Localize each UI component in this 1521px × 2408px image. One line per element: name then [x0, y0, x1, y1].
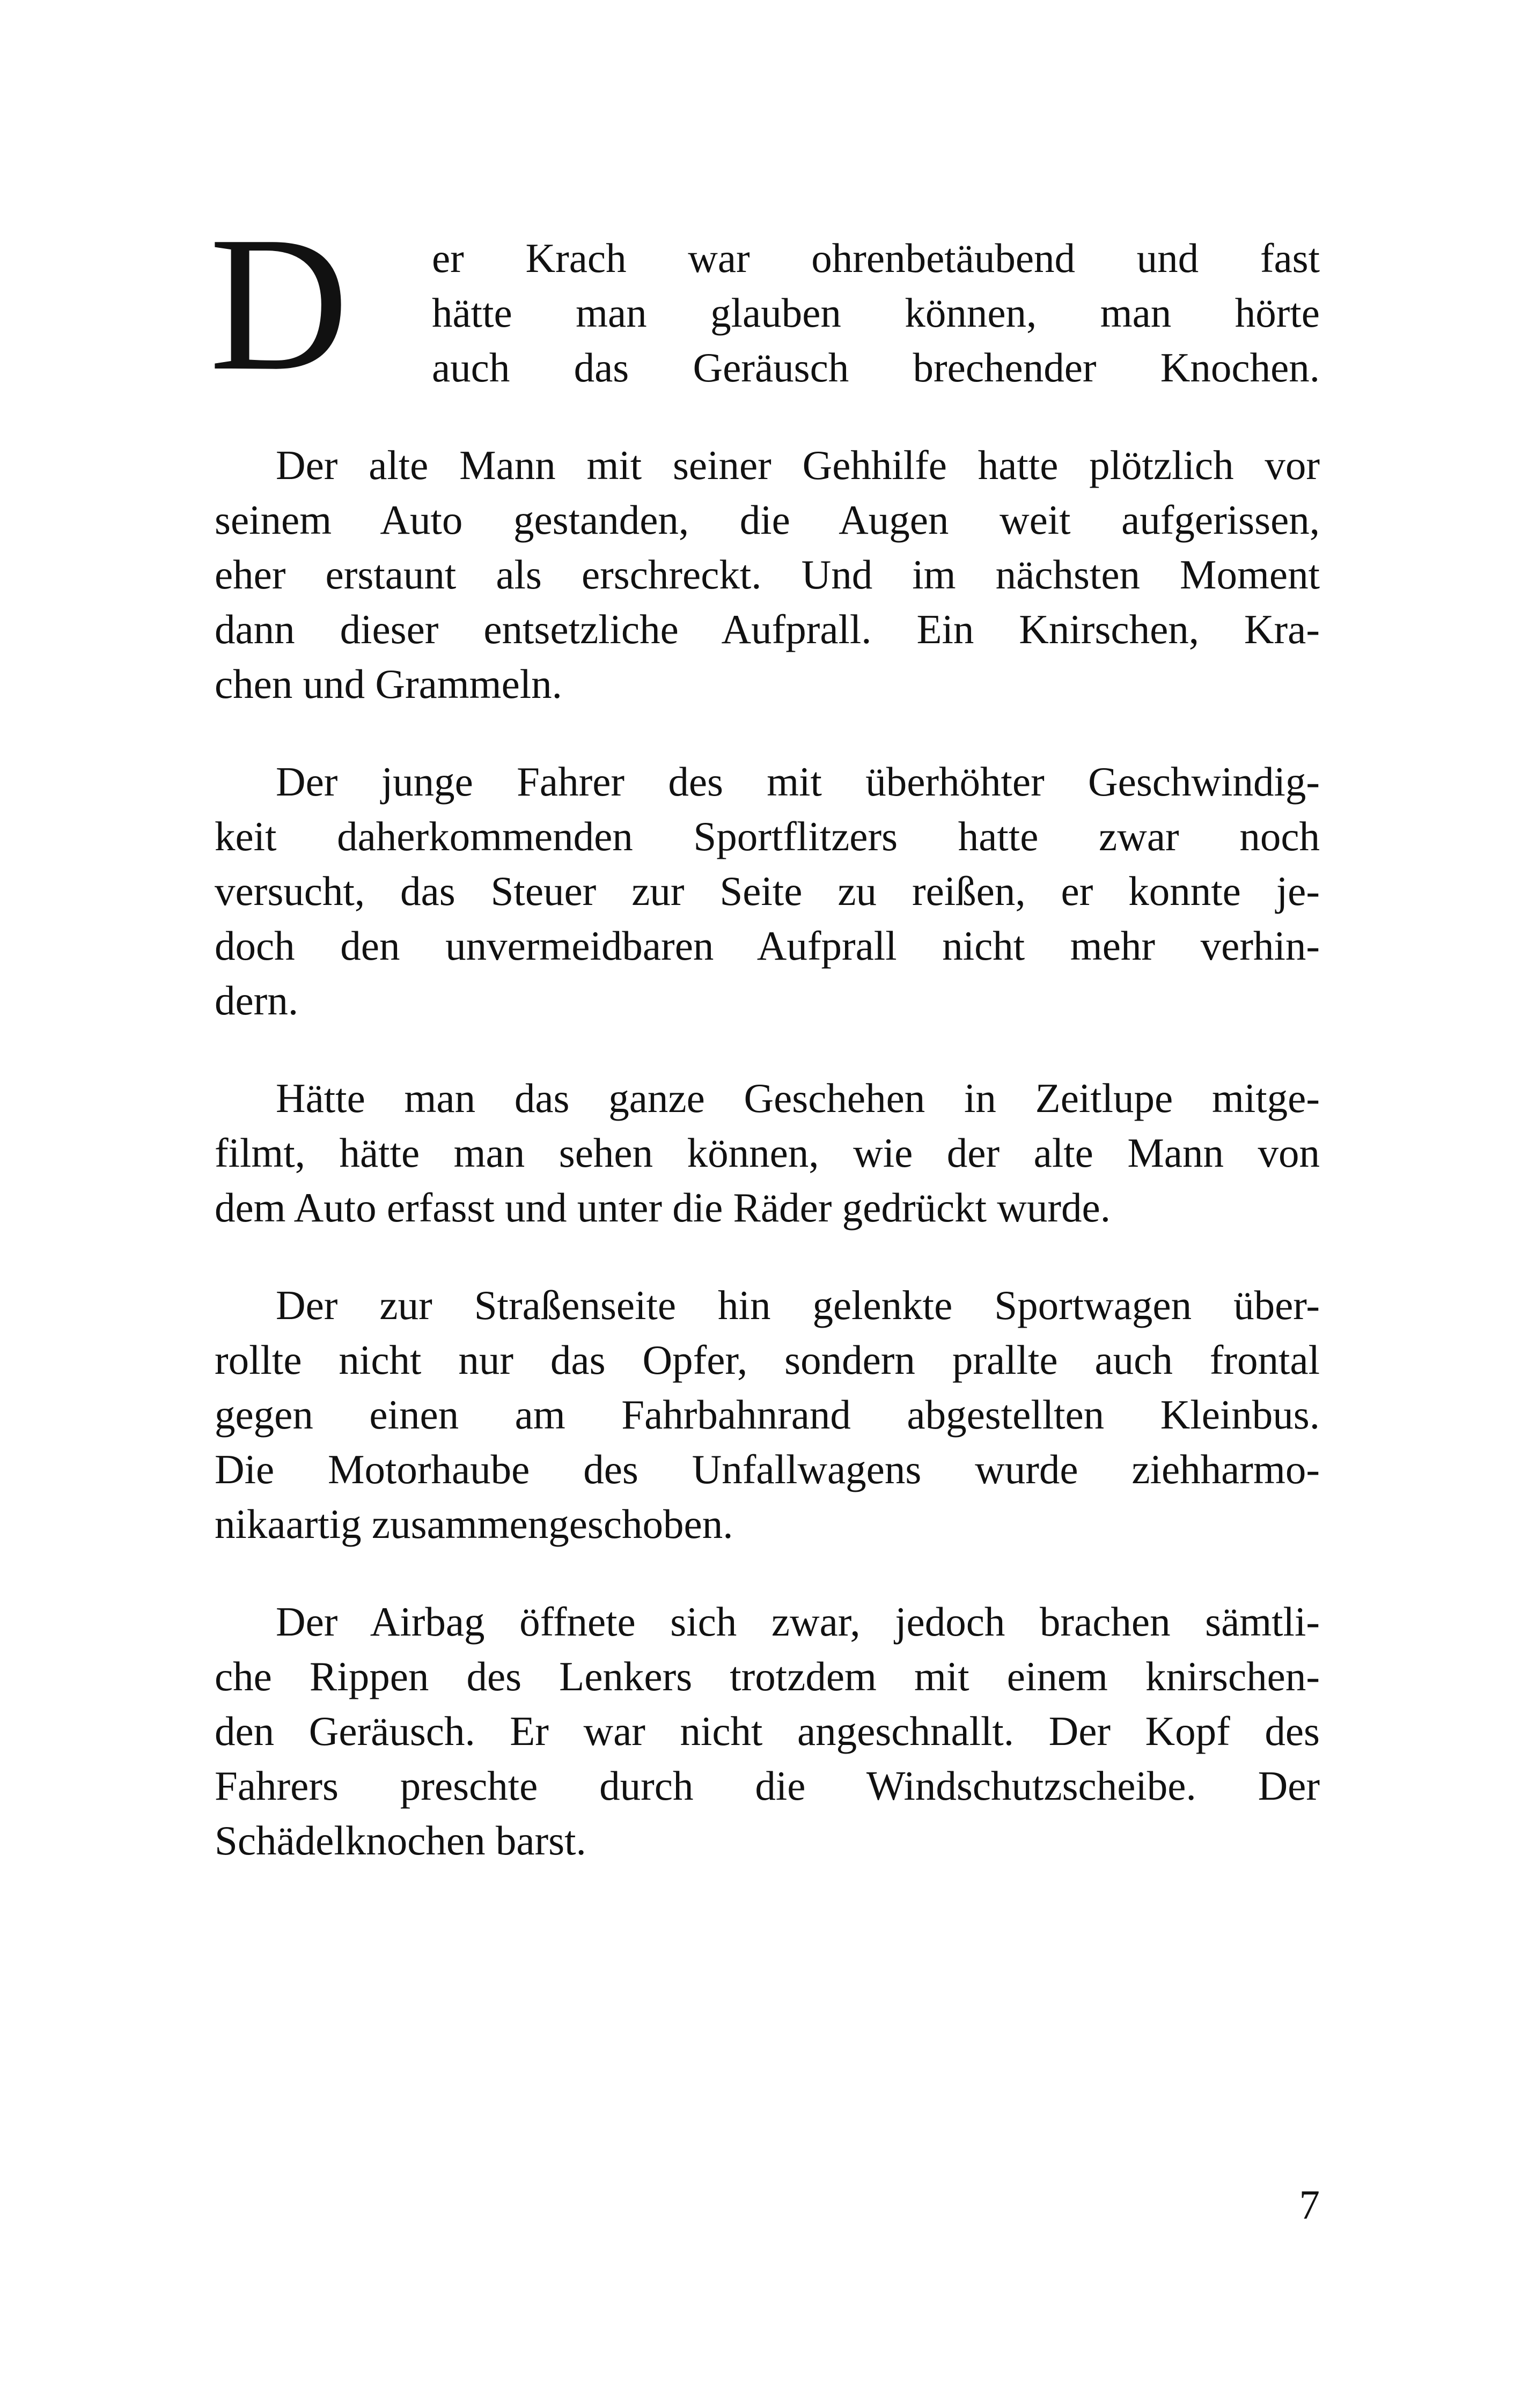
text-line: gegen einen am Fahrbahnrand abgestellten Kleinbus.: [215, 1391, 1320, 1438]
text-line: dem Auto erfasst und unter die Räder gedrückt wurde.: [215, 1184, 1111, 1231]
text-line: Hätte man das ganze Geschehen in Zeitlupe mitge-: [276, 1075, 1320, 1121]
text-line: chen und Grammeln.: [215, 661, 562, 707]
text-line: Fahrers preschte durch die Windschutzscheibe. Der: [215, 1763, 1320, 1809]
text-line: Der junge Fahrer des mit überhöhter Geschwindig-: [276, 759, 1320, 805]
paragraph: [215, 438, 1320, 711]
opening-paragraph: [209, 196, 1320, 410]
text-line: hätte man glauben können, man hörte: [432, 290, 1320, 336]
text-line: nikaartig zusammengeschoben.: [215, 1501, 733, 1547]
text-line: auch das Geräusch brechender Knochen.: [432, 344, 1320, 391]
paragraph: [215, 754, 1320, 1028]
page-number: 7: [1299, 2182, 1320, 2228]
paragraph: [215, 1594, 1320, 1868]
text-line: eher erstaunt als erschreckt. Und im nächsten Moment: [215, 551, 1320, 598]
text-line: Die Motorhaube des Unfallwagens wurde ziehharmo-: [215, 1446, 1320, 1492]
paragraph: [215, 1278, 1320, 1551]
text-line: Schädelknochen barst.: [215, 1817, 586, 1864]
drop-cap-lines: [432, 231, 1320, 395]
text-line: filmt, hätte man sehen können, wie der alte Mann von: [215, 1130, 1320, 1176]
text-line: Der Airbag öffnete sich zwar, jedoch brachen sämtli-: [276, 1599, 1320, 1645]
text-line: rollte nicht nur das Opfer, sondern prallte auch frontal: [215, 1337, 1320, 1383]
drop-cap: D: [209, 196, 349, 410]
paragraph: [215, 1071, 1320, 1235]
body-text: [209, 196, 1320, 1868]
text-line: Der alte Mann mit seiner Gehhilfe hatte plötzlich vor: [276, 442, 1320, 488]
text-line: den Geräusch. Er war nicht angeschnallt. Der Kopf des: [215, 1708, 1320, 1754]
text-line: dann dieser entsetzliche Aufprall. Ein Knirschen, Kra-: [215, 606, 1320, 652]
text-line: versucht, das Steuer zur Seite zu reißen, er konnte je-: [215, 868, 1320, 914]
text-line: dern.: [215, 977, 299, 1023]
text-line: Der zur Straßenseite hin gelenkte Sportwagen über-: [276, 1282, 1320, 1328]
text-line: che Rippen des Lenkers trotzdem mit einem knirschen-: [215, 1653, 1320, 1699]
text-line: seinem Auto gestanden, die Augen weit aufgerissen,: [215, 497, 1320, 543]
text-line: er Krach war ohrenbetäubend und fast: [432, 235, 1320, 281]
text-line: doch den unvermeidbaren Aufprall nicht mehr verhin-: [215, 923, 1320, 969]
text-line: keit daherkommenden Sportflitzers hatte zwar noch: [215, 813, 1320, 859]
